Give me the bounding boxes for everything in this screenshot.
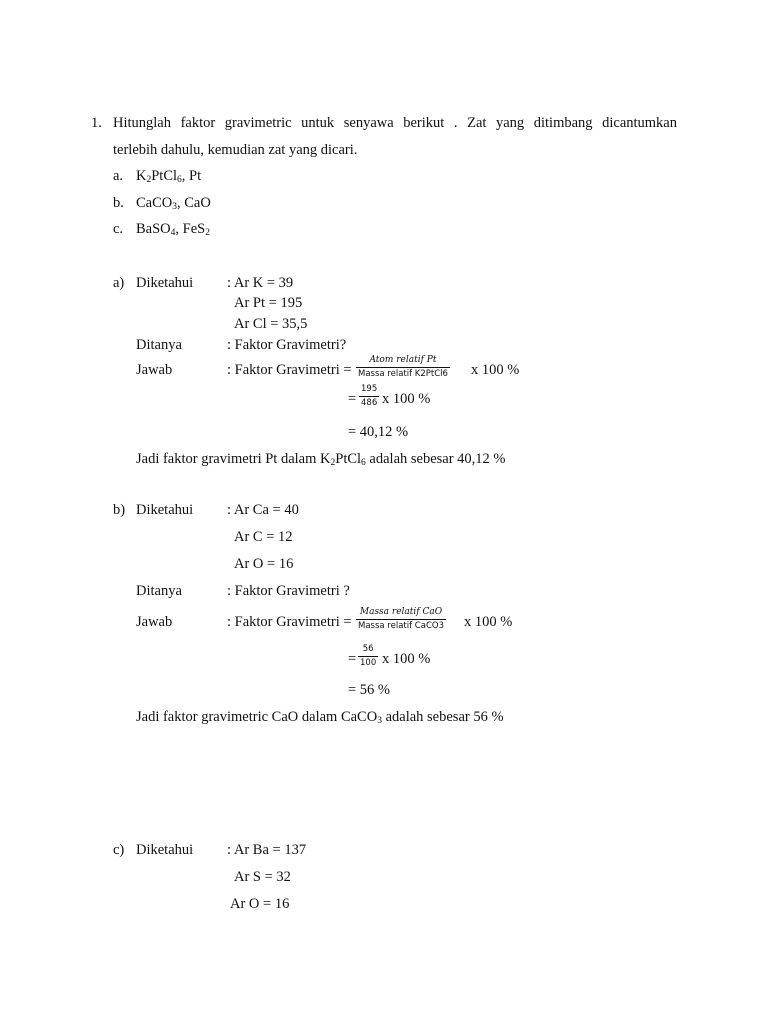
ditanya-label: Ditanya	[136, 583, 182, 599]
fraction-denominator: Massa relatif CaCO3	[358, 621, 444, 631]
diketahui-value: : Ar Ca = 40	[227, 502, 299, 518]
numeric-fraction	[358, 645, 378, 667]
option-formula: CaCO$_3$, CaO	[136, 195, 211, 212]
conclusion: Jadi faktor gravimetri Pt dalam $K_2PtCl_6$ adalah sebesar 40,12 %	[136, 451, 506, 468]
fraction-denominator: Massa relatif K2PtCl6	[358, 369, 448, 379]
option-formula: $K_2PtCl_6$, Pt	[136, 168, 202, 185]
diketahui-value: Ar C = 12	[234, 529, 293, 545]
option-formula: BaSO$_4$, FeS$_2$	[136, 221, 210, 238]
equals-sign: =	[348, 391, 357, 407]
jawab-label: Jawab	[136, 362, 173, 378]
diketahui-label: Diketahui	[136, 502, 194, 518]
option-marker: b.	[113, 195, 124, 211]
answer-marker: b)	[113, 502, 126, 518]
fraction-numerator: Atom relatif Pt	[356, 356, 450, 368]
multiplier: x 100 %	[464, 614, 513, 630]
ditanya-label: Ditanya	[136, 337, 182, 353]
jawab-label: Jawab	[136, 614, 173, 630]
ditanya-value: : Faktor Gravimetri ?	[227, 583, 350, 599]
fraction-numerator: 56	[358, 645, 378, 657]
answer-marker: c)	[113, 842, 125, 858]
diketahui-value: : Ar K = 39	[227, 275, 294, 291]
formula-fraction	[356, 608, 446, 631]
multiplier: x 100 %	[471, 362, 520, 378]
ditanya-value: : Faktor Gravimetri?	[227, 337, 347, 353]
fraction-denominator: 486	[361, 397, 378, 408]
jawab-prefix: : Faktor Gravimetri =	[227, 614, 352, 630]
option-marker: c.	[113, 221, 124, 237]
answer-marker: a)	[113, 275, 125, 291]
result: = 40,12 %	[348, 424, 409, 440]
diketahui-value: : Ar Ba = 137	[227, 842, 307, 858]
diketahui-value: Ar Pt = 195	[234, 295, 303, 311]
diketahui-value: Ar O = 16	[234, 556, 294, 572]
diketahui-label: Diketahui	[136, 275, 194, 291]
question-text-line-2: terlebih dahulu, kemudian zat yang dicari.	[113, 142, 358, 158]
numeric-fraction	[359, 385, 379, 407]
conclusion: Jadi faktor gravimetric CaO dalam CaCO$_3$ adalah sebesar 56 %	[136, 709, 504, 726]
result: = 56 %	[348, 682, 391, 698]
diketahui-value: Ar S = 32	[234, 869, 291, 885]
diketahui-value: Ar Cl = 35,5	[234, 316, 308, 332]
fraction-numerator: 195	[359, 385, 379, 397]
question-number: 1.	[91, 115, 102, 131]
fraction-denominator: 100	[360, 657, 377, 668]
jawab-prefix: : Faktor Gravimetri =	[227, 362, 352, 378]
multiplier: x 100 %	[382, 651, 431, 667]
multiplier: x 100 %	[382, 391, 431, 407]
formula-fraction	[356, 356, 450, 379]
equals-sign: =	[348, 651, 357, 667]
option-marker: a.	[113, 168, 124, 184]
diketahui-label: Diketahui	[136, 842, 194, 858]
question-text-line-1: Hitunglah faktor gravimetric untuk senyawa berikut . Zat yang ditimbang dicantumkan	[113, 115, 677, 131]
fraction-numerator: Massa relatif CaO	[356, 608, 446, 620]
diketahui-value: Ar O = 16	[230, 896, 290, 912]
